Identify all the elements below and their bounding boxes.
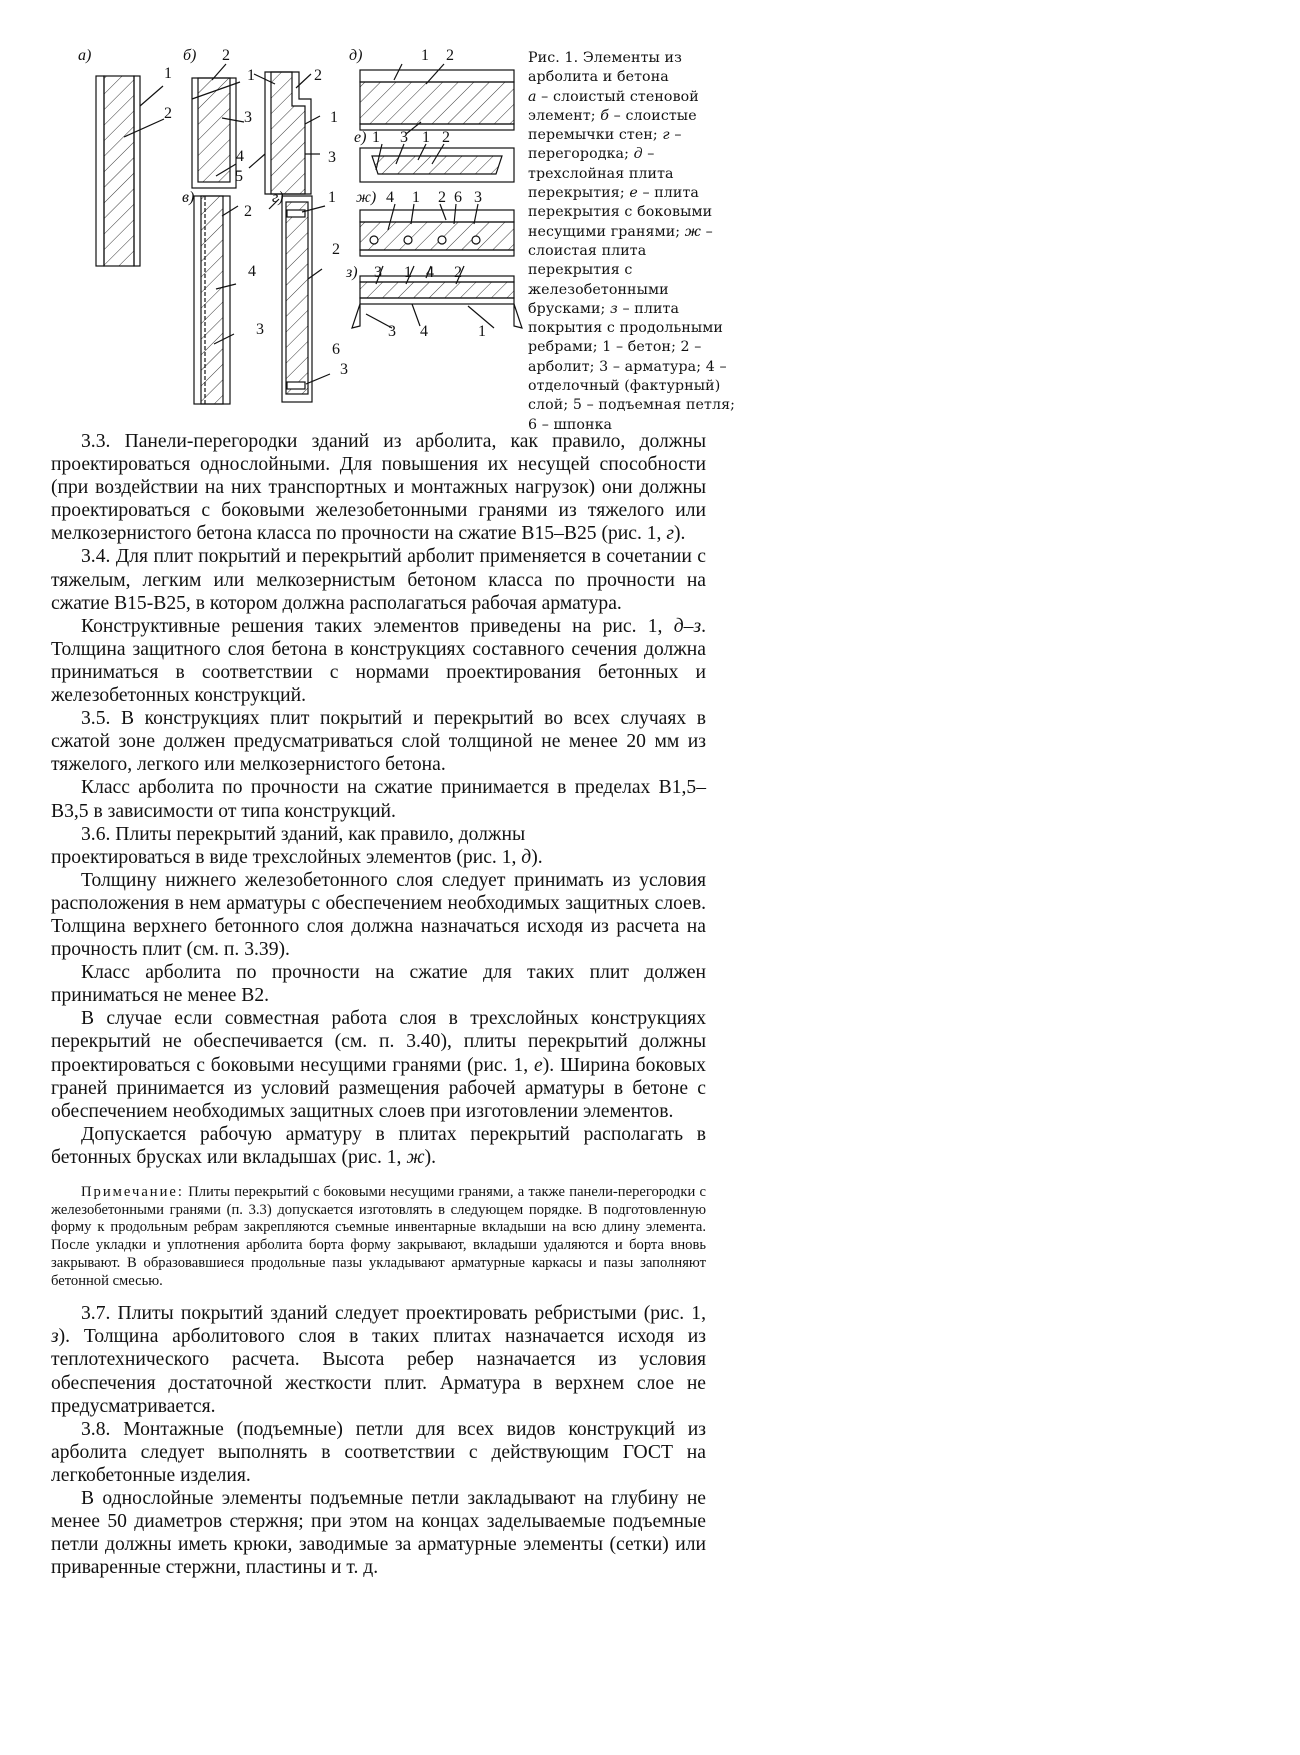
callout-1: 1 [478, 323, 486, 340]
fig-ref: ж [406, 1146, 425, 1168]
paragraph-3-5: 3.5. В конструкциях плит покрытий и перекрытий во всех случаях в сжатой зоне должен предусматриваться слой толщиной не менее 20 мм из тяжелого, легкого или мелкозернистого бетона. [51, 708, 706, 776]
callout-1: 1 [164, 65, 172, 82]
figure-caption [528, 49, 740, 435]
fig-ref: д–з [673, 615, 702, 637]
panel-b-profile-drawing [249, 72, 320, 209]
paragraph-3-6-c: Класс арболита по прочности на сжатие для таких плит должен приниматься не менее В2. [51, 962, 706, 1007]
callout-1: 1 [328, 189, 336, 206]
paragraph-3-7 [51, 1302, 706, 1417]
text-run: 3.3. Панели-перегородки зданий из арболита, как правило, должны проектироваться однослойными. Для повышения их несущей способности (при воздействии на них транспортных и монтажных нагрузок) они должны проектироваться с боковыми железобетонными гранями из тяжелого или мелкозернистого бетона класса по прочности на сжатие В15–В25 (рис. 1, [51, 431, 706, 545]
panel-d-drawing [360, 64, 514, 134]
panel-label-zh: ж) [356, 189, 377, 206]
callout-2: 2 [442, 129, 450, 146]
legend-text: – слоистая плита перекрытия с железобетонными брусками; [528, 223, 713, 317]
legend-key: з [610, 300, 618, 317]
callout-3: 3 [328, 149, 336, 166]
text-run: проектироваться в виде трехслойных элементов (рис. 1, [51, 846, 522, 868]
note [51, 1184, 706, 1290]
panel-label-g: г) [272, 189, 284, 206]
legend-text: – слоистый стеновой элемент; [528, 88, 699, 124]
legend-text: – слоистые перемычки стен; [528, 107, 697, 144]
panel-a-drawing [96, 76, 164, 266]
panel-e-drawing [360, 144, 514, 182]
panel-label-b: б) [183, 47, 197, 64]
callout-1: 1 [404, 264, 412, 281]
callout-1: 1 [412, 189, 420, 206]
paragraph-3-3 [51, 430, 706, 545]
panel-label-a: а) [78, 47, 92, 64]
legend-key: д [633, 146, 643, 163]
callout-3: 3 [400, 129, 408, 146]
legend-key: ж [684, 223, 701, 240]
callout-6: 6 [332, 341, 340, 358]
panel-label-z: з) [346, 264, 358, 281]
callout-2: 2 [244, 203, 252, 220]
callout-2: 2 [222, 47, 230, 64]
panel-zh-drawing [360, 204, 514, 256]
legend-text: – трехслойная плита перекрытия; [528, 146, 674, 202]
callout-4: 4 [426, 264, 434, 281]
callout-4: 4 [420, 323, 428, 340]
legend-key: б [600, 107, 610, 124]
paragraph-3-4-b [51, 615, 706, 707]
figure-1-drawing [76, 44, 526, 414]
callout-2: 2 [314, 67, 322, 84]
paragraph-3-4: 3.4. Для плит покрытий и перекрытий арболит применяется в сочетании с тяжелым, легким или мелкозернистым бетоном класса по прочности на сжатие В15-В25, в котором должна располагаться рабочая арматура. [51, 546, 706, 614]
callout-3: 3 [474, 189, 482, 206]
text-run: ). Ширина боковых граней принимается из условий размещения рабочей арматуры в бетоне с обеспечением необходимых защитных слоев при изготовлении элементов. [51, 1054, 706, 1122]
panel-v-drawing [194, 196, 238, 404]
paragraph-3-8: 3.8. Монтажные (подъемные) петли для всех видов конструкций из арболита следует выполнять в соответствии с действующим ГОСТ на легкобетонные изделия. [51, 1418, 706, 1486]
panel-label-d: д) [349, 47, 363, 64]
callout-6: 6 [454, 189, 462, 206]
paragraph-3-5-b: Класс арболита по прочности на сжатие принимается в пределах В1,5–В3,5 в зависимости от типа конструкций. [51, 777, 706, 822]
fig-ref: д [521, 846, 532, 868]
text-run: Допускается рабочую арматуру в плитах перекрытий располагать в бетонных брусках или вкладышах (рис. 1, [51, 1123, 706, 1168]
callout-4: 4 [386, 189, 394, 206]
paragraph-3-6-line-1: 3.6. Плиты перекрытий зданий, как правило, должны [81, 823, 526, 845]
callout-1: 1 [330, 109, 338, 126]
callout-3: 3 [340, 361, 348, 378]
callout-5: 5 [235, 168, 243, 185]
note-label: Примечание: [81, 1184, 184, 1200]
callout-1: 1 [372, 129, 380, 146]
callout-4: 4 [248, 263, 256, 280]
callout-3: 3 [388, 323, 396, 340]
legend-text: – плита перекрытия с боковыми несущими гранями; [528, 185, 713, 240]
legend-key: г [662, 127, 670, 144]
caption-title: Рис. 1. Элементы из арболита и бетона [528, 50, 682, 86]
text-run: В случае если совместная работа слоя в трехслойных конструкциях перекрытий не обеспечивается (см. п. 3.40), плиты перекрытий должны проектироваться с боковыми несущими гранями (рис. 1, [51, 1008, 706, 1076]
text-run: 3.7. Плиты покрытий зданий следует проектировать ребристыми (рис. 1, [81, 1303, 706, 1325]
paragraph-3-6-e [51, 1123, 706, 1169]
callout-4: 4 [236, 148, 244, 165]
panel-label-v: в) [182, 189, 195, 206]
callout-1: 1 [421, 47, 429, 64]
callout-3: 3 [256, 321, 264, 338]
paragraph-3-6-d [51, 1007, 706, 1122]
text-run: ). [424, 1146, 437, 1168]
callout-2: 2 [438, 189, 446, 206]
callout-1: 1 [247, 67, 255, 84]
legend-text: – плита покрытия с продольными ребрами; 1 – бетон; 2 – арболит; 3 – арматура; 4 – отделочный (фактурный) слой; 5 – подъемная петля; 6 – шпонка [528, 300, 735, 433]
callout-3: 3 [374, 264, 382, 281]
callout-1: 1 [422, 129, 430, 146]
text-run: ). [674, 523, 686, 545]
legend-key: а [528, 88, 537, 105]
callout-3: 3 [244, 109, 252, 126]
panel-label-e: е) [354, 129, 367, 146]
fig-ref: е [534, 1054, 543, 1076]
text-run: ). [531, 846, 543, 868]
callout-2: 2 [446, 47, 454, 64]
paragraph-3-6-b: Толщину нижнего железобетонного слоя следует принимать из условия расположения в нем арматуры с обеспечением необходимых защитных слоев. Толщина верхнего бетонного слоя должна назначаться исходя из расчета на прочность плит (см. п. 3.39). [51, 869, 706, 961]
callout-2: 2 [164, 105, 172, 122]
fig-ref: з [51, 1326, 59, 1348]
legend-key: е [629, 185, 638, 202]
paragraph-3-8-b: В однослойные элементы подъемные петли закладывают на глубину не менее 50 диаметров стержня; при этом на концах заделываемые подъемные петли должны иметь крюки, заводимые за арматурные элементы (сетки) или приваренные стержни, пластины и т. д. [51, 1487, 706, 1579]
note-text: Плиты перекрытий с боковыми несущими гранями, а также панели-перегородки с железобетонными гранями (п. 3.3) допускается изготовлять в следующем порядке. В подготовленную форму к продольным ребрам закрепляются съемные инвентарные вкладыши на всю длину элемента. После укладки и уплотнения арболита борта форму закрывают, вкладыши удаляются и борта вновь закрывают. В образовавшиеся продольные пазы укладывают арматурные каркасы и пазы заполняют бетонной смесью. [51, 1184, 706, 1289]
text-run: ). Толщина арболитового слоя в таких плитах назначается исходя из теплотехнического расчета. Высота ребер назначается из условия обеспечения достаточной жесткости плит. Арматура в верхнем слое не предусматривается. [51, 1326, 706, 1417]
document-body [51, 430, 706, 1579]
construction-elements-diagram [76, 44, 526, 414]
legend-text: – перегородка; [528, 127, 682, 163]
text-run: Конструктивные решения таких элементов приведены на рис. 1, [81, 615, 674, 637]
text-run: . Толщина защитного слоя бетона в конструкциях составного сечения должна приниматься в соответствии с нормами проектирования бетонных и железобетонных конструкций. [51, 615, 706, 707]
callout-2: 2 [332, 241, 340, 258]
panel-g-drawing [282, 196, 330, 402]
fig-ref: г [666, 523, 674, 545]
paragraph-3-6-line-2 [51, 846, 706, 869]
callout-2: 2 [454, 264, 462, 281]
